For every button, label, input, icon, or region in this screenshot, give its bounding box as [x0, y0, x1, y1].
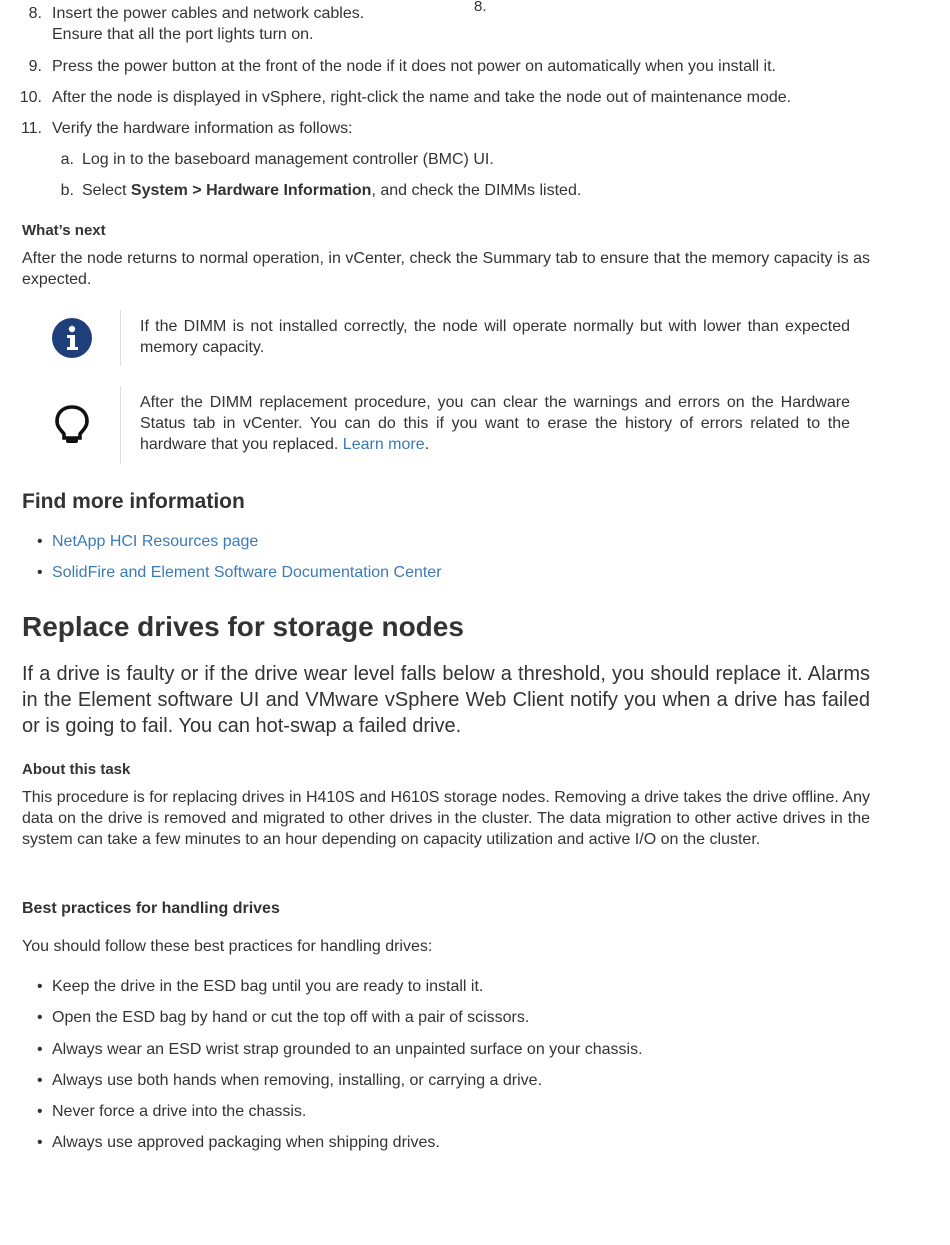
step-number: 11. [20, 120, 42, 137]
admonition-divider [120, 310, 121, 366]
step-number: 10. [19, 89, 42, 106]
step-text: Verify the hardware information as follows: [52, 120, 353, 137]
info-icon [50, 316, 94, 360]
tip-text [140, 392, 850, 455]
documentation-center-link[interactable]: SolidFire and Element Software Documentation Center [52, 564, 442, 581]
step-line: Insert the power cables and network cables. [52, 5, 365, 22]
list-item-text: Never force a drive into the chassis. [52, 1103, 307, 1120]
about-heading: About this task [22, 761, 131, 778]
learn-more-link[interactable]: Learn more [342, 436, 425, 453]
substep-number: b. [60, 182, 74, 199]
step-text: After the node is displayed in vSphere, right-click the name and take the node out of maintenance mode. [52, 89, 792, 106]
bullet: • [37, 1041, 43, 1058]
bullet: • [37, 1009, 43, 1026]
substep-prefix: Select [82, 182, 131, 199]
step-number: 9. [28, 58, 42, 75]
substep-number: a. [60, 151, 74, 168]
find-more-heading: Find more information [22, 490, 245, 513]
section-title: Replace drives for storage nodes [22, 611, 464, 642]
step-text [52, 3, 870, 45]
step-number: 8. [28, 5, 42, 22]
list-item-text: Always use both hands when removing, installing, or carrying a drive. [52, 1072, 543, 1089]
admonition-divider [120, 386, 121, 464]
step-text: Press the power button at the front of the node if it does not power on automatically when you install it. [52, 58, 776, 75]
stray-step-number: 8. [474, 0, 487, 15]
tip-admonition [22, 386, 870, 464]
about-text: This procedure is for replacing drives in H410S and H610S storage nodes. Removing a drive takes the drive offline. Any data on the drive is removed and migrated to other drives in the cluster. The data migration to other active drives in the system can take a few minutes to an hour depending on capacity utilization and active I/O on the cluster. [22, 789, 870, 848]
whats-next-heading: What’s next [22, 222, 106, 239]
lightbulb-icon [50, 403, 94, 447]
list-item-text: Open the ESD bag by hand or cut the top off with a pair of scissors. [52, 1009, 530, 1026]
bullet: • [37, 1103, 43, 1120]
menu-path: System > Hardware Information [130, 182, 372, 199]
note-admonition [22, 310, 870, 366]
substep-suffix: , and check the DIMMs listed. [371, 182, 582, 199]
bullet: • [37, 564, 43, 581]
bullet: • [37, 978, 43, 995]
substep-text [82, 180, 870, 201]
resources-page-link[interactable]: NetApp HCI Resources page [52, 533, 259, 550]
whats-next-text: After the node returns to normal operation, in vCenter, check the Summary tab to ensure that the memory capacity is as expected. [22, 250, 870, 288]
substep-text: Log in to the baseboard management controller (BMC) UI. [82, 151, 494, 168]
tip-suffix: . [424, 436, 430, 453]
note-text: If the DIMM is not installed correctly, the node will operate normally but with lower than expected memory capacity. [140, 318, 850, 356]
section-lead: If a drive is faulty or if the drive wear level falls below a threshold, you should replace it. Alarms in the Element software UI and VMware vSphere Web Client notify you when a drive has failed or is going to fail. You can hot-swap a failed drive. [22, 663, 870, 737]
list-item-text: Keep the drive in the ESD bag until you are ready to install it. [52, 978, 484, 995]
bullet: • [37, 1134, 43, 1151]
bullet: • [37, 533, 43, 550]
best-practices-intro: You should follow these best practices for handling drives: [22, 938, 433, 955]
list-item-text: Always use approved packaging when shipping drives. [52, 1134, 440, 1151]
best-practices-heading: Best practices for handling drives [22, 900, 280, 917]
bullet: • [37, 1072, 43, 1089]
step-line: Ensure that all the port lights turn on. [52, 26, 314, 43]
tip-body: After the DIMM replacement procedure, you can clear the warnings and errors on the Hardware Status tab in vCenter. You can do this if you want to erase the history of errors related to the hardware that you replaced. [140, 394, 850, 453]
list-item-text: Always wear an ESD wrist strap grounded to an unpainted surface on your chassis. [52, 1041, 643, 1058]
